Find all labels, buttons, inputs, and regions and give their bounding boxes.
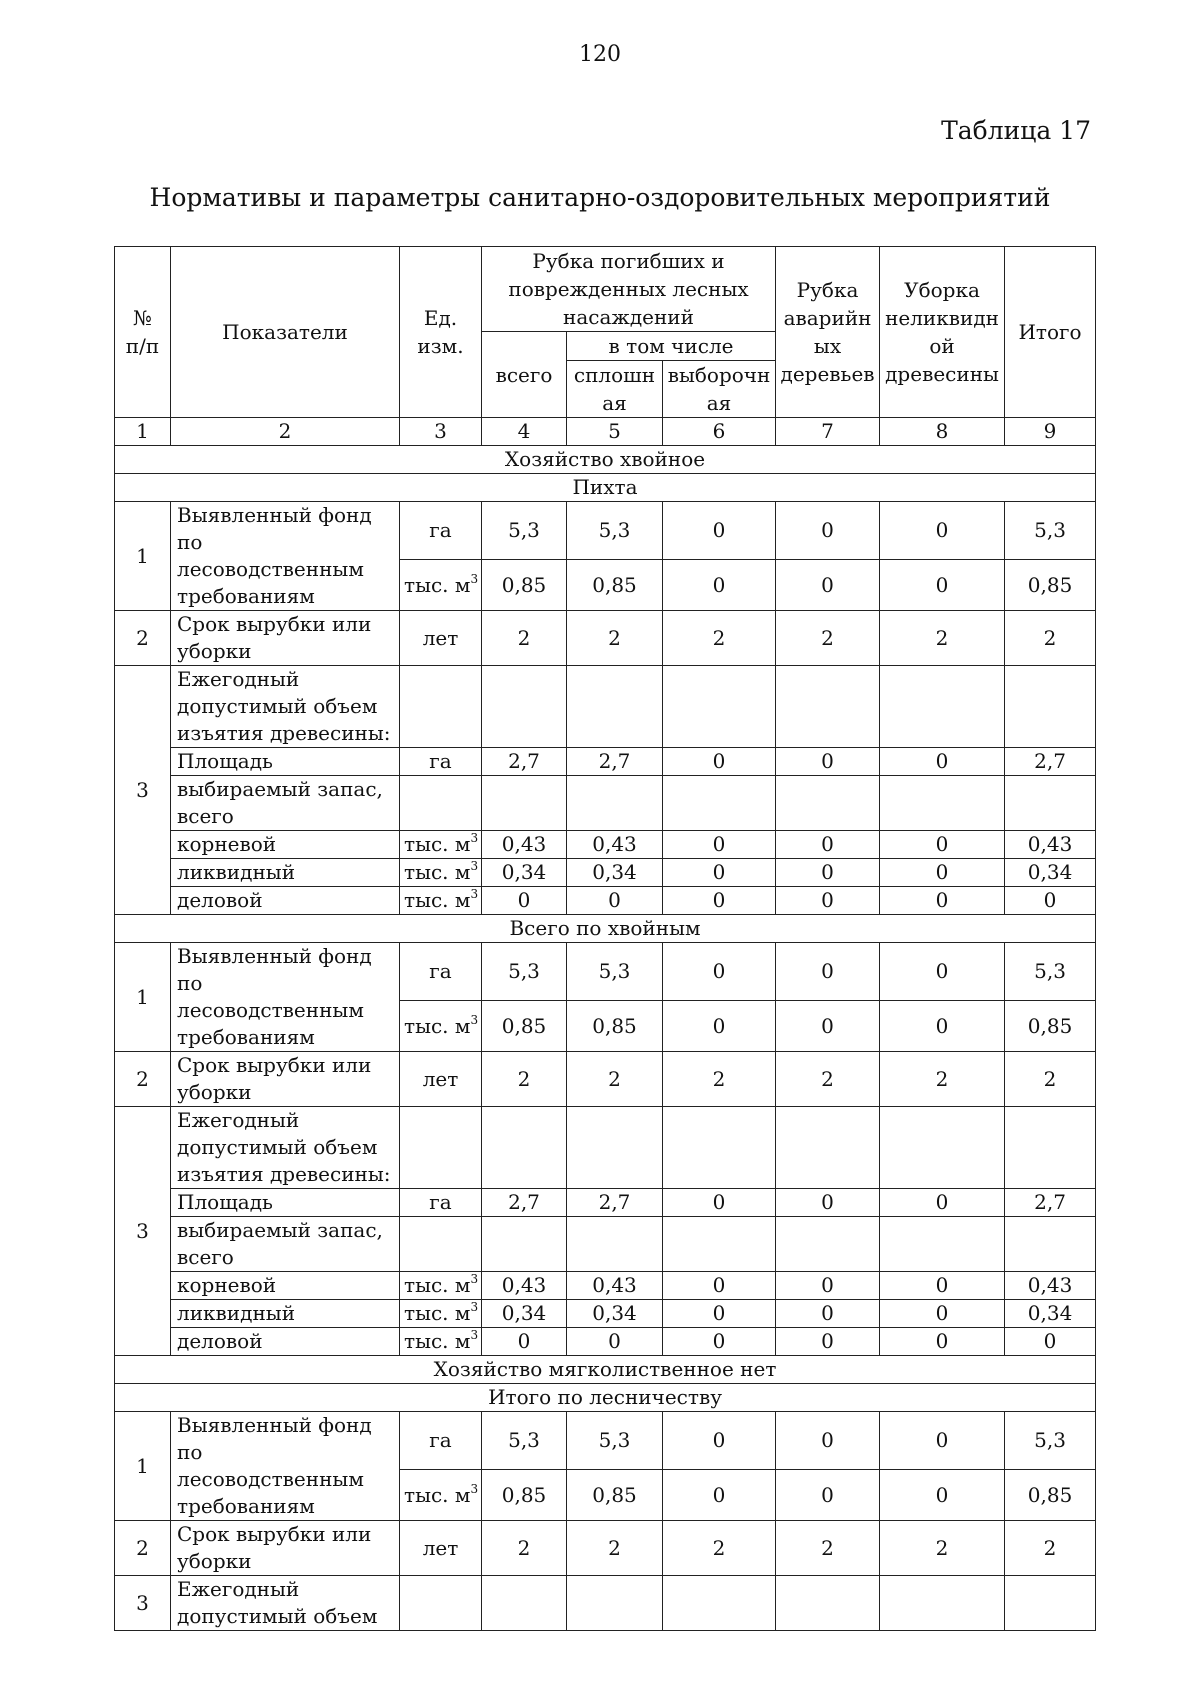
value-cell: 0	[776, 1189, 880, 1217]
value-cell: 0	[663, 560, 776, 611]
table-label: Таблица 17	[941, 116, 1091, 145]
value-cell: 5,3	[1005, 943, 1096, 1001]
value-cell: 2	[482, 1521, 567, 1576]
section-row	[115, 474, 1096, 502]
value-cell: 5,3	[1005, 502, 1096, 560]
value-cell: 2	[776, 611, 880, 666]
value-cell: 0,34	[482, 1300, 567, 1328]
unit-cell	[400, 1001, 482, 1052]
header-emergency-trees: Рубка аварийн ых деревьев	[776, 247, 880, 418]
table-row	[115, 1217, 1096, 1272]
section-title: Пихта	[115, 474, 1096, 502]
table-row	[115, 1576, 1096, 1631]
unit-cell	[400, 1272, 482, 1300]
section-title: Итого по лесничеству	[115, 1384, 1096, 1412]
value-cell: 0,43	[567, 1272, 663, 1300]
unit-superscript: 3	[470, 1481, 479, 1496]
value-cell: 0	[880, 1272, 1005, 1300]
table-row	[115, 611, 1096, 666]
value-cell: 0	[776, 1001, 880, 1052]
value-cell	[663, 1217, 776, 1272]
value-cell: 0,34	[1005, 859, 1096, 887]
header-total: Итого	[1005, 247, 1096, 418]
unit-cell: лет	[400, 1052, 482, 1107]
row-number: 3	[115, 1576, 171, 1631]
unit-superscript: 3	[470, 1300, 479, 1314]
indicator-term: Срок вырубки или уборки	[171, 1521, 400, 1576]
value-cell: 2	[776, 1052, 880, 1107]
column-number: 5	[567, 418, 663, 446]
value-cell: 0,85	[567, 1470, 663, 1521]
value-cell: 0	[776, 748, 880, 776]
page-number: 120	[579, 42, 621, 67]
value-cell: 0	[880, 1412, 1005, 1470]
row-number: 2	[115, 611, 171, 666]
value-cell: 0,43	[1005, 1272, 1096, 1300]
value-cell: 0	[776, 1272, 880, 1300]
value-cell: 5,3	[482, 943, 567, 1001]
table-row	[115, 666, 1096, 748]
section-row	[115, 1356, 1096, 1384]
row-number: 1	[115, 502, 171, 611]
row-number: 2	[115, 1052, 171, 1107]
value-cell: 2,7	[1005, 1189, 1096, 1217]
table-row	[115, 1412, 1096, 1470]
value-cell: 5,3	[1005, 1412, 1096, 1470]
table-row	[115, 502, 1096, 560]
indicator-root: корневой	[171, 1272, 400, 1300]
value-cell: 0	[880, 1470, 1005, 1521]
value-cell: 2	[482, 1052, 567, 1107]
value-cell: 2,7	[482, 1189, 567, 1217]
table-row	[115, 776, 1096, 831]
value-cell: 0	[482, 1328, 567, 1356]
value-cell: 2	[880, 1052, 1005, 1107]
indicator-term: Срок вырубки или уборки	[171, 611, 400, 666]
table-row	[115, 1272, 1096, 1300]
unit-cell	[400, 560, 482, 611]
value-cell: 0	[776, 1300, 880, 1328]
value-cell	[482, 776, 567, 831]
unit-cell: га	[400, 748, 482, 776]
value-cell: 2	[1005, 1521, 1096, 1576]
table-row	[115, 1107, 1096, 1189]
table-row	[115, 1521, 1096, 1576]
document-title: Нормативы и параметры санитарно-оздоровительных мероприятий	[149, 183, 1051, 212]
value-cell	[880, 1107, 1005, 1189]
value-cell: 0	[663, 748, 776, 776]
table-row	[115, 887, 1096, 915]
value-cell: 0	[663, 1001, 776, 1052]
value-cell: 0	[880, 943, 1005, 1001]
unit-superscript: 3	[470, 1328, 479, 1342]
unit-cell	[400, 666, 482, 748]
norms-table	[114, 246, 1096, 1631]
value-cell: 2	[1005, 611, 1096, 666]
indicator-business: деловой	[171, 1328, 400, 1356]
value-cell	[663, 1576, 776, 1631]
unit-cell	[400, 1470, 482, 1521]
unit-superscript: 3	[470, 571, 479, 586]
value-cell: 0,85	[567, 1001, 663, 1052]
value-cell	[567, 1217, 663, 1272]
table-row	[115, 1052, 1096, 1107]
value-cell: 2,7	[567, 748, 663, 776]
column-number: 2	[171, 418, 400, 446]
value-cell: 0	[880, 502, 1005, 560]
unit-superscript: 3	[470, 1272, 479, 1286]
value-cell	[1005, 1107, 1096, 1189]
value-cell: 0	[776, 502, 880, 560]
value-cell	[880, 1576, 1005, 1631]
row-number: 1	[115, 1412, 171, 1521]
value-cell	[482, 1217, 567, 1272]
unit-cell	[400, 887, 482, 915]
unit-superscript: 3	[470, 831, 479, 845]
indicator-area: Площадь	[171, 748, 400, 776]
value-cell	[880, 666, 1005, 748]
value-cell: 0	[567, 887, 663, 915]
unit-superscript: 3	[470, 859, 479, 873]
indicator-annual-volume: Ежегодный допустимый объем изъятия древесины:	[171, 666, 400, 748]
value-cell: 0	[776, 560, 880, 611]
unit-cell: га	[400, 943, 482, 1001]
value-cell: 0,85	[482, 1001, 567, 1052]
value-cell	[482, 666, 567, 748]
column-number: 1	[115, 418, 171, 446]
value-cell: 0	[663, 1272, 776, 1300]
value-cell: 0	[880, 1001, 1005, 1052]
value-cell: 0	[880, 560, 1005, 611]
column-number: 8	[880, 418, 1005, 446]
unit-cell: га	[400, 1189, 482, 1217]
section-row	[115, 915, 1096, 943]
value-cell: 0,34	[567, 1300, 663, 1328]
unit-cell	[400, 776, 482, 831]
row-number: 2	[115, 1521, 171, 1576]
header-num: № п/п	[115, 247, 171, 418]
value-cell	[567, 666, 663, 748]
value-cell: 0	[1005, 887, 1096, 915]
value-cell	[663, 776, 776, 831]
value-cell: 0	[880, 748, 1005, 776]
value-cell: 2	[567, 611, 663, 666]
indicator-annual-volume: Ежегодный допустимый объем	[171, 1576, 400, 1631]
section-row	[115, 446, 1096, 474]
value-cell: 0	[880, 859, 1005, 887]
value-cell: 0	[663, 1328, 776, 1356]
unit-cell: га	[400, 1412, 482, 1470]
indicator-business: деловой	[171, 887, 400, 915]
unit-text: тыс. м	[404, 1013, 471, 1038]
value-cell	[482, 1107, 567, 1189]
section-title: Хозяйство мягколиственное нет	[115, 1356, 1096, 1384]
indicator-root: корневой	[171, 831, 400, 859]
value-cell	[776, 1576, 880, 1631]
column-number: 4	[482, 418, 567, 446]
table-row	[115, 1328, 1096, 1356]
header-selective: выборочн ая	[663, 361, 776, 418]
value-cell	[567, 776, 663, 831]
value-cell: 0	[776, 887, 880, 915]
value-cell: 0,43	[1005, 831, 1096, 859]
column-number: 6	[663, 418, 776, 446]
value-cell: 0,34	[1005, 1300, 1096, 1328]
value-cell	[482, 1576, 567, 1631]
value-cell: 0	[663, 1189, 776, 1217]
indicator-liquid: ликвидный	[171, 859, 400, 887]
value-cell: 0,85	[482, 1470, 567, 1521]
value-cell: 0	[880, 1300, 1005, 1328]
value-cell	[776, 1217, 880, 1272]
value-cell: 0	[663, 1300, 776, 1328]
header-all: всего	[482, 332, 567, 418]
unit-cell: лет	[400, 1521, 482, 1576]
value-cell: 0,34	[567, 859, 663, 887]
value-cell: 0	[880, 1189, 1005, 1217]
value-cell	[776, 1107, 880, 1189]
value-cell: 0	[1005, 1328, 1096, 1356]
unit-cell	[400, 831, 482, 859]
value-cell	[1005, 1576, 1096, 1631]
value-cell	[880, 1217, 1005, 1272]
value-cell: 0,85	[567, 560, 663, 611]
unit-text: тыс. м	[404, 1273, 471, 1297]
unit-cell: лет	[400, 611, 482, 666]
value-cell: 5,3	[482, 1412, 567, 1470]
unit-cell	[400, 1328, 482, 1356]
value-cell: 2	[1005, 1052, 1096, 1107]
section-title: Хозяйство хвойное	[115, 446, 1096, 474]
value-cell: 0	[776, 1412, 880, 1470]
table-row	[115, 1300, 1096, 1328]
indicator-found-fund: Выявленный фонд по лесоводственным требованиям	[171, 502, 400, 611]
value-cell: 0	[776, 859, 880, 887]
value-cell	[776, 776, 880, 831]
value-cell	[1005, 1217, 1096, 1272]
value-cell: 0,85	[1005, 1470, 1096, 1521]
value-cell: 0,43	[482, 1272, 567, 1300]
header-clear: сплошн ая	[567, 361, 663, 418]
table-row	[115, 859, 1096, 887]
value-cell: 2,7	[567, 1189, 663, 1217]
indicator-area: Площадь	[171, 1189, 400, 1217]
value-cell: 0,85	[1005, 1001, 1096, 1052]
unit-cell	[400, 1107, 482, 1189]
table-row	[115, 748, 1096, 776]
unit-text: тыс. м	[404, 1329, 471, 1353]
value-cell	[1005, 776, 1096, 831]
value-cell: 0	[482, 887, 567, 915]
row-number: 3	[115, 1107, 171, 1356]
header-indicators: Показатели	[171, 247, 400, 418]
unit-text: тыс. м	[404, 1482, 471, 1507]
value-cell: 0	[663, 859, 776, 887]
unit-cell	[400, 1300, 482, 1328]
value-cell: 2	[776, 1521, 880, 1576]
value-cell: 0,43	[482, 831, 567, 859]
value-cell: 2	[880, 611, 1005, 666]
value-cell	[1005, 666, 1096, 748]
table-row	[115, 1189, 1096, 1217]
column-number: 9	[1005, 418, 1096, 446]
header-including: в том числе	[567, 332, 776, 361]
value-cell: 2	[880, 1521, 1005, 1576]
value-cell: 5,3	[567, 943, 663, 1001]
value-cell: 0	[567, 1328, 663, 1356]
value-cell: 0	[880, 1328, 1005, 1356]
value-cell: 0	[663, 887, 776, 915]
table-row	[115, 943, 1096, 1001]
unit-text: тыс. м	[404, 860, 471, 884]
unit-text: тыс. м	[404, 888, 471, 912]
column-number-row	[115, 418, 1096, 446]
value-cell: 0,85	[1005, 560, 1096, 611]
value-cell: 0	[776, 1328, 880, 1356]
value-cell: 0	[776, 831, 880, 859]
value-cell: 5,3	[567, 1412, 663, 1470]
indicator-stock-total: выбираемый запас, всего	[171, 776, 400, 831]
row-number: 3	[115, 666, 171, 915]
unit-superscript: 3	[470, 887, 479, 901]
header-dead-felling: Рубка погибших и поврежденных лесных насаждений	[482, 247, 776, 332]
indicator-term: Срок вырубки или уборки	[171, 1052, 400, 1107]
value-cell: 5,3	[567, 502, 663, 560]
column-number: 7	[776, 418, 880, 446]
value-cell: 2	[567, 1521, 663, 1576]
value-cell: 2	[663, 1052, 776, 1107]
value-cell: 0,85	[482, 560, 567, 611]
value-cell: 2	[482, 611, 567, 666]
value-cell: 2	[567, 1052, 663, 1107]
value-cell: 2,7	[482, 748, 567, 776]
unit-cell	[400, 1217, 482, 1272]
value-cell: 0,34	[482, 859, 567, 887]
unit-superscript: 3	[470, 1012, 479, 1027]
value-cell: 2	[663, 1521, 776, 1576]
value-cell: 0,43	[567, 831, 663, 859]
value-cell: 2,7	[1005, 748, 1096, 776]
value-cell	[880, 776, 1005, 831]
column-number: 3	[400, 418, 482, 446]
unit-cell	[400, 1576, 482, 1631]
value-cell: 5,3	[482, 502, 567, 560]
indicator-annual-volume: Ежегодный допустимый объем изъятия древесины:	[171, 1107, 400, 1189]
value-cell: 0	[776, 1470, 880, 1521]
section-title: Всего по хвойным	[115, 915, 1096, 943]
value-cell	[567, 1576, 663, 1631]
value-cell: 0	[663, 502, 776, 560]
value-cell: 0	[663, 1412, 776, 1470]
unit-text: тыс. м	[404, 1301, 471, 1325]
value-cell: 0	[880, 831, 1005, 859]
indicator-liquid: ликвидный	[171, 1300, 400, 1328]
row-number: 1	[115, 943, 171, 1052]
value-cell: 0	[880, 887, 1005, 915]
value-cell	[567, 1107, 663, 1189]
section-row	[115, 1384, 1096, 1412]
table-row	[115, 831, 1096, 859]
value-cell: 0	[663, 943, 776, 1001]
header-row	[115, 247, 1096, 332]
value-cell: 2	[663, 611, 776, 666]
value-cell	[663, 666, 776, 748]
indicator-found-fund: Выявленный фонд по лесоводственным требованиям	[171, 943, 400, 1052]
value-cell: 0	[776, 943, 880, 1001]
unit-cell: га	[400, 502, 482, 560]
value-cell	[776, 666, 880, 748]
table-body	[115, 247, 1096, 1631]
unit-text: тыс. м	[404, 572, 471, 597]
indicator-found-fund: Выявленный фонд по лесоводственным требованиям	[171, 1412, 400, 1521]
header-nonliquid-wood: Уборка неликвидн ой древесины	[880, 247, 1005, 418]
unit-text: тыс. м	[404, 832, 471, 856]
value-cell: 0	[663, 831, 776, 859]
unit-cell	[400, 859, 482, 887]
header-unit: Ед. изм.	[400, 247, 482, 418]
value-cell: 0	[663, 1470, 776, 1521]
indicator-stock-total: выбираемый запас, всего	[171, 1217, 400, 1272]
value-cell	[663, 1107, 776, 1189]
